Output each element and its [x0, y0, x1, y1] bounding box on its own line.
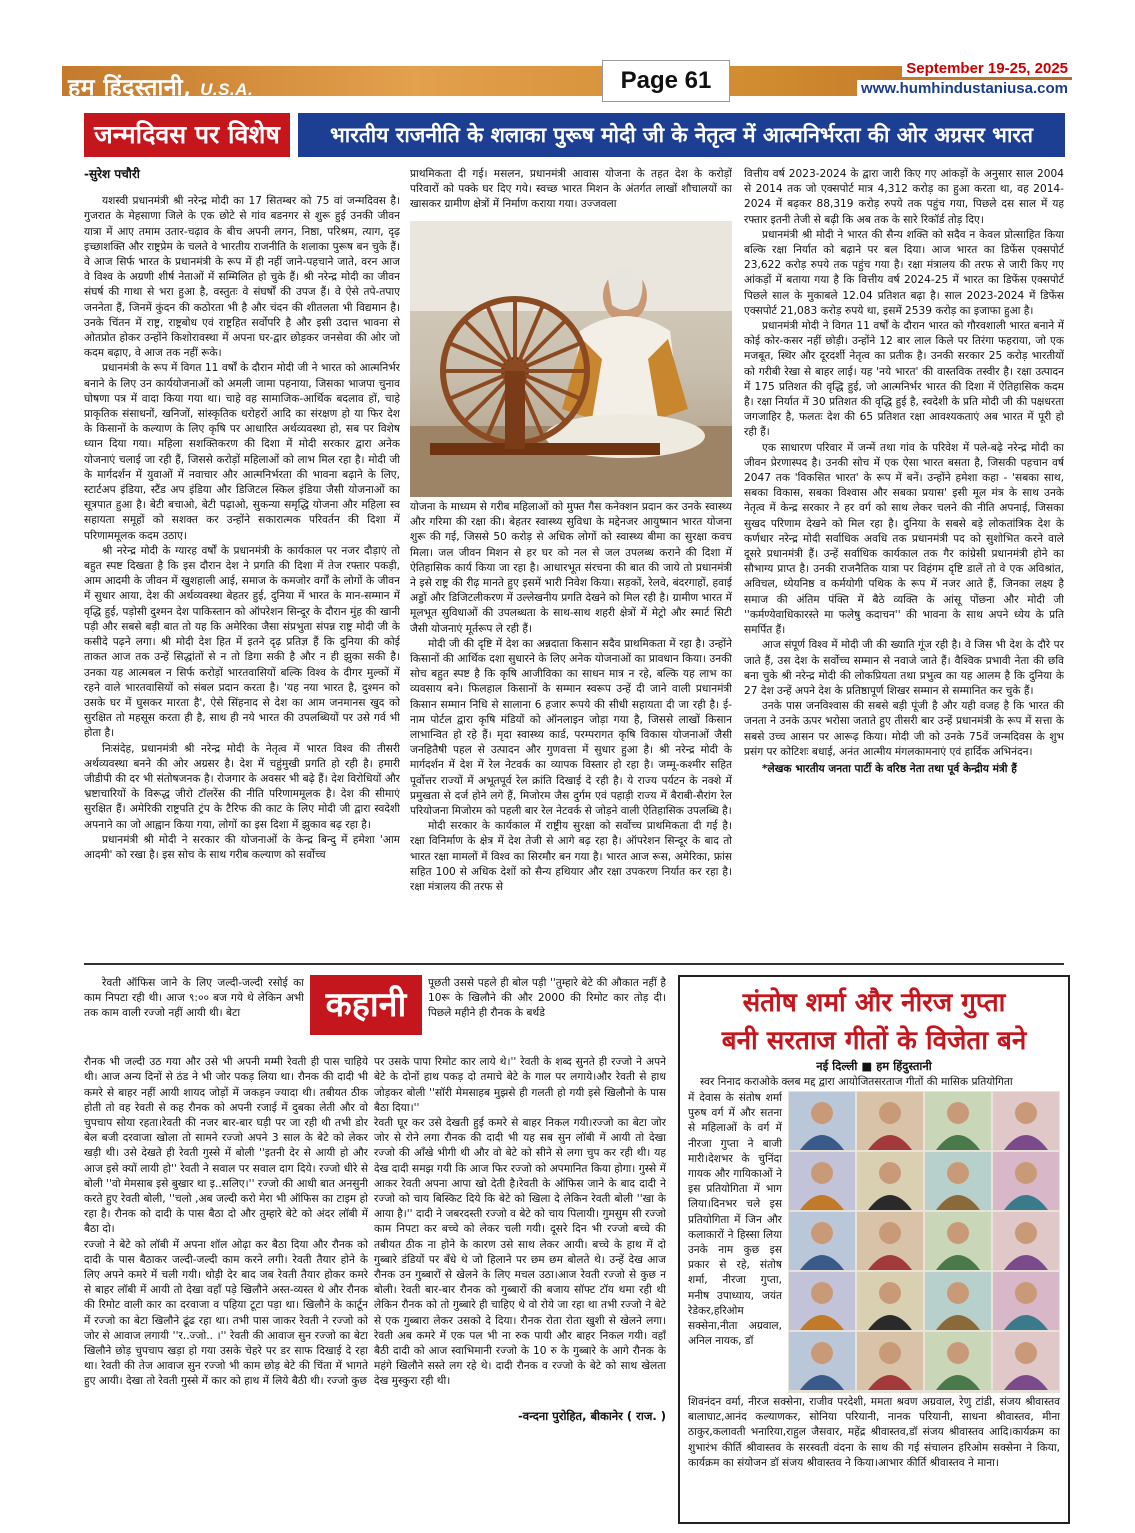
article-paragraph: एक साधारण परिवार में जन्में तथा गांव के परिवेश में पले-बढ़े नरेन्द्र मोदी का जीवन प्रेरणास्पद है। उनकी सोच में एक ऐसा भारत बसता है, जिसकी पहचान वर्ष 2047 तक 'विकसित भारत' के रूप में बनें। उन्होंने हमेशा कहा - 'सबका साथ, सबका विकास, सबका विश्वास और सबका प्रयास' इसी मूल मंत्र के साथ उनके नेतृत्व में केन्द्र सरकार ने हर वर्ग को साथ लेकर चलने की नीति अपनाई, जिसका सुखद परिणाम देखने को मिल रहा है। दुनिया के सबसे बड़े लोकतांत्रिक देश के कर्णधार नरेन्द्र मोदी सर्वाधिक अवधि तक प्रधानमंत्री पद को सुशोभित करने वाले दूसरे प्रधानमंत्री हैं। उन्हें सर्वाधिक कार्यकाल तक गैर कांग्रेसी प्रधानमंत्री होने का सौभाग्य प्राप्त है। उनकी राजनैतिक यात्रा पर विहंगम दृष्टि डालें तो वे एक अविश्रांत, अविचल, ध्येयनिष्ठ व कर्मयोगी पथिक के रूप में नजर आते हैं, जिनका लक्ष्य है समाज की अंतिम पंक्ति में बैठे व्यक्ति के आंसू पोंछना और मोदी जी ''कर्मण्येवाधिकारस्ते मा फलेषु कदाचन'' की भावना के साथ अपने ध्येय के प्रति समर्पित हैं। [744, 441, 1064, 637]
story-section-title: कहानी [310, 975, 422, 1035]
website-link[interactable]: www.humhindustaniusa.com [857, 80, 1072, 97]
article-paragraph: प्राथमिकता दी गई। मसलन, प्रधानमंत्री आवास योजना के तहत देश के करोड़ों परिवारों को पक्के घर दिए गये। स्वच्छ भारत मिशन के अंतर्गत लाखों शौचालयों का खासकर ग्रामीण क्षेत्रों में निर्माण कराया गया। उज्जवला [410, 168, 732, 211]
participant-face [811, 1162, 833, 1184]
article-column-2-bottom [410, 500, 732, 962]
section-divider [84, 963, 1064, 965]
issue-date: September 19-25, 2025 [902, 60, 1072, 77]
participant-face [879, 1162, 901, 1184]
masthead [62, 60, 1072, 100]
article-paragraph: निःसंदेह, प्रधानमंत्री श्री नरेन्द्र मोदी के नेतृत्व में भारत विश्व की तीसरी अर्थव्यवस्था बनने की ओर अग्रसर है। देश में चहुंमुखी प्रगति हो रही है। हमारी जीडीपी की दर भी संतोषजनक है। रोजगार के अवसर भी बढ़े हैं। देश विरोधियों और भ्रष्टाचारियों के विरूद्ध जीरो टॉलरेंस की नीति परिणाममूलक है। देश की सीमाएं सुरक्षित हैं। अमेरिकी राष्ट्रपति ट्रंप के टैरिफ की काट के लिए मोदी जी द्वारा स्वदेशी अपनाने का जो आह्वान किया गया, लोगों का इस दिशा में झुकाव बढ़ रहा है। [84, 742, 400, 831]
article-paragraph: यशस्वी प्रधानमंत्री श्री नरेन्द्र मोदी का 17 सितम्बर को 75 वां जन्मदिवस है। गुजरात के मेहसाणा जिले के एक छोटे से गांव बडनगर से शुरू हुई उनकी जीवन यात्रा में आए तमाम उतार-चढ़ाव के बीच अपनी लगन, निष्ठा, परिश्रम, त्याग, दृढ़ इच्छाशक्ति और राष्ट्रप्रेम के चलते वे भारतीय राजनीति के शलाका पुरूष बन चुके हैं। वे आज सिर्फ भारत के प्रधानमंत्री के रूप में ही नहीं जाने-पहचाने जाते, वरन आज वे विश्व के अग्रणी शीर्ष नेताओं में सम्मिलित हो चुके हैं। श्री नरेन्द्र मोदी का जीवन संघर्ष की गाथा से भरा हुआ है, वस्तुतः वे संघर्षों की उपज हैं। वे ऐसे तपे-तपाए जननेता हैं, जिनमें कुंदन की कठोरता भी है और चंदन की शीतलता भी विद्यमान है। उनके चिंतन में राष्ट्र, राष्ट्रबोध एवं राष्ट्रहित सर्वोपरि है और इसी उदात्त भावना से ओतप्रोत होकर उन्होंने किशोरावस्था में अपना घर-द्वार छोड़कर जनसेवा की ओर जो कदम बढ़ाए, वे आज तक नहीं रूके। [84, 195, 400, 360]
story-paragraph: रौनक भी जल्दी उठ गया और उसे भी अपनी मम्मी रेवती ही पास चाहिये थी। आज अन्य दिनों से ठंड ने भी जोर पकड़ लिया था। रौनक की दादी भी कमरे से बाहर नहीं आयी शायद जोड़ों में जकड़न ज्यादा थी। तबीयत ठीक होती तो वह रेवती से कह रौनक को अपनी रजाई में दुबका लेती और वो चुपचाप सोया रहता।रेवती की नजर बार-बार घड़ी पर जा रही थी तभी डोर बेल बजी दरवाजा खोला तो सामने रज्जो अपने 3 साल के बेटे को लेकर खड़ी थी। उसे देखते ही रेवती गुस्से में बोली ''इतनी देर से आयी हो और आज इसे क्यों लायी हो'' रेवती ने सवाल पर सवाल दाग दिये। रज्जो धीरे से बोली ''वो मेमसाब इसे बुखार था इ..सलिए।'' रज्जो की आधी बात अनसुनी करते हुए रेवती बोली, ''चलो ,अब जल्दी करो मेरा भी ऑफिस का टाइम हो रहा है। रौनक को दादी के पास बैठा दो और तुम्हारे बेटे को अंदर लॉबी में बैठा दो। रज्जो ने बेटे को लॉबी में अपना शॉल ओढ़ा कर बैठा दिया और रौनक को दादी के पास बैठाकर जल्दी-जल्दी काम करने लगी। रेवती तैयार होने के लिए अपने कमरे में चली गयी। थोड़ी देर बाद जब रेवती तैयार होकर कमरे से बाहर लॉबी में आयी तो देखा वहाँ पड़े खिलौने अस्त-व्यस्त थे और रौनक की रिमोट वाली कार का दरवाजा व पहिया टूटा पड़ा था। खिलौने के कार्टून में रज्जो का बेटा खिलौने ढूंढ रहा था। तभी पास जाकर रेवती ने रज्जो को जोर से आवाज लगायी ''र..ज्जो.. ।'' रेवती की आवाज सुन रज्जो का बेटा खिलौने छोड़ चुपचाप खड़ा हो गया उसके चेहरे पर डर साफ दिखाई दे रहा था। रेवती की तेज आवाज सुन रज्जो भी काम छोड़ बेटे की चिंता में भागते हुए आयी। देखा तो रेवती गुस्से में कार को हाथ में लिये बैठी थी। रज्जो कुछ [84, 1056, 368, 1388]
participant-face [1015, 1222, 1037, 1244]
participant-face [1015, 1342, 1037, 1364]
participant-face [947, 1222, 969, 1244]
participant-face [879, 1102, 901, 1124]
participant-face [879, 1282, 901, 1304]
article-paragraph: आज संपूर्ण विश्व में मोदी जी की ख्याति गूंज रही है। वे जिस भी देश के दौरे पर जाते हैं, उस देश के सर्वोच्च सम्मान से नवाजे जाते हैं। वैश्विक प्रभावी नेता की छवि बना चुके श्री नरेन्द्र मोदी की लोकप्रियता तथा प्रभुत्व का यह आलम है कि दुनिया के 27 देश उन्हें अपने देश के प्रतिष्ठापूर्ण शिखर सम्मान से सम्मानित कर चुके हैं। [744, 639, 1064, 697]
story-column-2-top [428, 976, 666, 1038]
article-author: -सुरेश पचौरी [84, 167, 140, 181]
participant-face [947, 1282, 969, 1304]
music-dateline: नई दिल्ली ■ हम हिंदुस्तानी [816, 1059, 932, 1073]
story-column-1 [84, 1040, 368, 1520]
headline-row [84, 113, 1065, 157]
newspaper-title [68, 70, 253, 102]
author-footnote: *लेखक भारतीय जनता पार्टी के वरिष्ठ नेता तथा पूर्व केन्द्रीय मंत्री हैं [762, 762, 1017, 775]
participant-face [811, 1342, 833, 1364]
participant-face [879, 1342, 901, 1364]
page-number-box [602, 60, 730, 102]
article-paragraph: प्रधानमंत्री मोदी ने विगत 11 वर्षों के दौरान भारत को गौरवशाली भारत बनाने में कोई कोर-कसर नहीं छोड़ी। उन्होंने 12 बार लाल किले पर तिरंगा फहराया, जो एक मजबूत, स्थिर और दूरदर्शी नेतृत्व का प्रतीक है। उनकी सरकार 25 करोड़ भारतीयों को गरीबी रेखा से बाहर लाई। यह 'नये भारत' की वास्तविक तस्वीर है। रक्षा उत्पादन में 175 प्रतिशत की वृद्धि हुई, जो आत्मनिर्भर भारत की दिशा में ऐतिहासिक कदम है। रक्षा निर्यात में 30 प्रतिशत की वृद्धि हुई है, स्वदेशी के प्रति मोदी जी की पक्षधरता जगजाहिर है, फलतः देश की 65 प्रतिशत रक्षा आवश्यकताएं अब भारत में पूरी हो रही हैं। [744, 320, 1064, 439]
participants-photo-collage [788, 1091, 1060, 1393]
story-byline: -वन्दना पुरोहित, बीकानेर ( राज. ) [518, 1408, 666, 1423]
article-column-3 [744, 167, 1064, 962]
article-paragraph: मोदी जी की दृष्टि में देश का अन्नदाता किसान सदैव प्राथमिकता में रहा है। उन्होंने किसानों की आर्थिक दशा सुधारने के लिए अनेक योजनाओं का प्रावधान किया। उनकी सोच बहुत स्पष्ट है कि कृषि आजीविका का साधन मात्र न रहे, बल्कि यह लाभ का व्यवसाय बने। फिलहाल किसानों के सम्मान स्वरूप उन्हें दी जाने वाली प्रधानमंत्री किसान सम्मान निधि से सालाना 6 हजार रूपये की सीधी सहायता दी जा रही है। ई-नाम पोर्टल द्वारा कृषि मंडियों को ऑनलाइन जोड़ा गया है, जिससे लाखों किसान लाभान्वित हो रहे हैं। मृदा स्वास्थ्य कार्ड, परम्परागत कृषि विकास योजनाओं जैसी जनहितैषी पहल से उत्पादन और गुणवत्ता में सुधार हुआ है। श्री नरेन्द्र मोदी के मार्गदर्शन में देश में रेल नेटवर्क का व्यापक विस्तार हो रहा है। जम्मू-कश्मीर सहित पूर्वोत्तर राज्यों में अभूतपूर्व रेल क्रांति दिखाई दे रही है। ये राज्य पर्यटन के नक्शे में प्रमुखता से दर्ज होने लगे हैं, मिजोरम जैस दुर्गम एवं पहाड़ी राज्य में बैराबी-सैरांग रेल परियोजना मिजोरम को पहली बार रेल नेटवर्क से जोड़ने वाली ऐतिहासिक उपलब्धि है। [410, 637, 732, 818]
collage-image [788, 1091, 1060, 1393]
headline-tag: जन्मदिवस पर विशेष [84, 113, 290, 157]
music-intro: स्वर निनाद कराओके क्लब मद्द द्वारा आयोजितसरताज गीतों की मासिक प्रतियोगिता [700, 1076, 1013, 1088]
participant-face [1015, 1162, 1037, 1184]
participant-face [811, 1222, 833, 1244]
article-paragraph: श्री नरेन्द्र मोदी के ग्यारह वर्षों के प्रधानमंत्री के कार्यकाल पर नजर दौड़ाएं तो बहुत स्पष्ट दिखता है कि इस दौरान देश ने प्रगति की दिशा में तेज रफ्तार पकड़ी, आम आदमी के जीवन में खुशहाली आई, समाज के कमजोर वर्गों के लोगों के जीवन में सुधार आया, देश की अर्थव्यवस्था बेहतर हुई, दुनिया में भारत के मान-सम्मान में वृद्धि हुई, पड़ोसी दुश्मन देश पाकिस्तान को ऑपरेशन सिन्दूर के दौरान मुंह की खानी पड़ी और सबसे बड़ी बात तो यह कि अमेरिका जैसा संप्रभुता संपन्न राष्ट्र मोदी जी के कसीदे पढ़ने लगा। श्री मोदी देश हित में इतने दृढ़ प्रतिज्ञ हैं कि दुनिया की कोई ताकत आज तक उन्हें सिद्धांतों से न तो डिगा सकी है और न ही झुका सकी है। उनका यह आत्मबल न सिर्फ करोड़ों भारतवासियों बल्कि विश्व के दीगर मुल्कों में रहने वाले भारतवासियों को संबल प्रदान करता है। 'यह नया भारत है, दुश्मन को उसके घर में घुसकर मारता है', ऐसे सिंहनाद से देश का आम जनमानस खुद को सुरक्षित तो महसूस करता ही है, साथ ही नये भारत की उपलब्धियों पर उसे गर्व भी होता है। [84, 544, 400, 740]
participant-face [947, 1162, 969, 1184]
participant-face [947, 1342, 969, 1364]
participant-face [879, 1222, 901, 1244]
participant-face [811, 1102, 833, 1124]
article-paragraph: उनके पास जनविश्वास की सबसे बड़ी पूंजी है और यही वजह है कि भारत की जनता ने उनके ऊपर भरोसा जताते हुए तीसरी बार उन्हें प्रधानमंत्री के रूप में सत्ता के सबसे उच्च आसन पर आरूढ़ किया। मोदी जी को उनके 75वें जन्मदिवस के शुभ प्रसंग पर कोटिशः बधाई, अनंत आत्मीय मंगलकामनाएं एवं हार्दिक अभिनंदन। [744, 700, 1064, 758]
article-column-2-top [410, 167, 732, 219]
article-paragraph: योजना के माध्यम से गरीब महिलाओं को मुफ्त गैस कनेक्शन प्रदान कर उनके स्वास्थ्य और गरिमा की रक्षा की। बेहतर स्वास्थ्य सुविधा के मद्देनजर आयुष्मान भारत योजना शुरू की गई, जिससे 50 करोड़ से अधिक लोगों को स्वास्थ्य बीमा का सुरक्षा कवच मिला। जल जीवन मिशन से हर घर को नल से जल उपलब्ध कराने की दिशा में ऐतिहासिक कार्य किया जा रहा है। आधारभूत संरचना की बात की जाये तो प्रधानमंत्री ने इसे राष्ट्र की रीढ़ मानते हुए इसमें भारी निवेश किया। सड़कों, रेलवे, बंदरगाहों, हवाई अड्डों और डिजिटलीकरण में उल्लेखनीय प्रगति देखने को मिल रही है। ग्रामीण भारत में मूलभूत सुविधाओं की उपलब्धता के साथ-साथ शहरी क्षेत्रों में मेट्रो और स्मार्ट सिटी जैसी योजनाएं मूर्तरूप ले रही हैं। [410, 501, 732, 635]
story-paragraph: पर उसके पापा रिमोट कार लाये थे।'' रेवती के शब्द सुनते ही रज्जो ने अपने बेटे के दोनों हाथ पकड़ दो तमाचे बेटे के गाल पर लगाये।और रेवती से हाथ जोड़कर बोली ''सॉरी मेमसाहब मुझसे ही गलती हो गयी इसे खिलौनो के पास बैठा दिया।'' रेवती घूर कर उसे देखती हुई कमरे से बाहर निकल गयी।रज्जो का बेटा जोर जोर से रोने लगा रौनक की दादी भी यह सब सुन लॉबी में आयी तो देखा रज्जो की आँखे भीगी थी और वो बेटे को सीने से लगा चुप कर रही थी। यह देख दादी समझ गयी कि आज फिर रज्जो को अपमानित किया होगा। गुस्से में आकर रेवती अपना आपा खो देती है।रेवती के ऑफिस जाने के बाद दादी ने रज्जो को चाय बिस्किट दिये कि बेटे को खिला दे लेकिन रेवती बोली ''खा के आया है।'' दादी ने जबरदस्ती रज्जो व बेटे को चाय पिलायी। गुमसुम सी रज्जो काम निपटा कर बच्चे को लेकर चली गयी। दूसरे दिन भी रज्जो बच्चे की तबीयत ठीक ना होने के कारण उसे साथ लेकर आयी। बच्चे के हाथ में दो गुब्बारे डंडियों पर बँधे थे जो हिलाने पर छम छम बोलते थे। उन्हें देख आज रौनक उन गुब्बारों से खेलने के लिए मचल उठा।आज रेवती रज्जो से कुछ न बोली। रेवती बार-बार रौनक को गुब्बारों की बजाय सॉफ्ट टॉय थमा रही थी लेकिन रौनक को तो गुब्बारे ही चाहिए थे वो रोये जा रहा था तभी रज्जो ने बेटे से एक गुब्बारा लेकर उसको दे दिया। रौनक रोता रोता खुशी से खेलने लगा। रेवती अब कमरे में एक पल भी ना रुक पायी और बाहर निकल गयी। वहाँ बैठी दादी को आज स्वाभिमानी रज्जो के 10 रु के गुब्बारे के आगे रौनक के महंगे खिलौने सस्ते लग रहे थे। दादी रौनक व रज्जो के बेटे को साथ खेलता देख मुस्कुरा रही थी। [374, 1056, 666, 1388]
participant-face [947, 1102, 969, 1124]
story-paragraph: पूछती उससे पहले ही बोल पड़ी ''तुम्हारे बेटे की औकात नहीं है 10रू के खिलौने की और 2000 की रिमोट कार तोड़ दी। पिछले महीने ही रौनक के बर्थडे [428, 977, 666, 1020]
participant-face [1015, 1102, 1037, 1124]
modi-charkha-photo [410, 221, 732, 497]
article-paragraph: वित्तीय वर्ष 2023-2024 के द्वारा जारी किए गए आंकड़ों के अनुसार साल 2004 से 2014 तक जो एक्सपोर्ट मात्र 4,312 करोड़ का हुआ करता था, वह 2014-2024 में बढ़कर 88,319 करोड़ रुपये तक पहुंच गया, पिछले दस साल में यह रफ्तार इतनी तेजी से बढ़ी कि अब तक के सारे रिकॉर्ड तोड़ दिए। [744, 168, 1064, 226]
story-column-2 [374, 1040, 666, 1520]
music-headline-line-2: बनी सरताज गीतों के विजेता बने [721, 1026, 1027, 1056]
page-number: Page 61 [620, 67, 712, 94]
article-column-1 [84, 167, 400, 962]
music-body-bottom: शिवनंदन वर्मा, नीरज सक्सेना, राजीव परदेशी, ममता श्रवण अग्रवाल, रेणु टांडी, संजय श्रीवास्तव बालाघाट,आनंद कल्याणकर, सोनिया परियानी, नानक परियानी, साधना श्रीवास्तव, मीना ठाकुर,कलावती भनारिया,राहुल जैसवार, महेंद्र श्रीवास्तव,डॉ संजय श्रीवास्तव आदि।कार्यक्रम का शुभारंभ कीर्ति श्रीवास्तव के सरस्वती वंदना के साथ की गई संचालन हरिओम सक्सेना ने किया, कार्यक्रम का संयोजन डॉ संजय श्रीवास्तव ने किया।आभार कीर्ति श्रीवास्तव ने माना। [688, 1396, 1060, 1469]
headline-title: भारतीय राजनीति के शलाका पुरूष मोदी जी के नेतृत्व में आत्मनिर्भरता की ओर अग्रसर भारत [298, 113, 1065, 157]
music-body-left: में देवास के संतोष शर्मा पुरुष वर्ग में और सतना से महिलाओं के वर्ग में नीरजा गुप्ता ने बाजी मारी।देशभर के चुनिंदा गायक और गायिकाओं ने इस प्रतियोगिता में भाग लिया।दिनभर चले इस प्रतियोगिता में जिन और कलाकारों ने हिस्सा लिया उनके नाम कुछ इस प्रकार से रहे, संतोष शर्मा, नीरजा गुप्ता, मनीष उपाध्याय, जयंत रेडेकर,हरिओम सक्सेना,नीता अग्रवाल, अनिल नायक, डॉ [688, 1092, 782, 1348]
story-paragraph: रेवती ऑफिस जाने के लिए जल्दी-जल्दी रसोई का काम निपटा रही थी। आज ९:०० बज गये थे लेकिन अभी तक काम वाली रज्जो नहीं आयी थी। बेटा [84, 977, 304, 1020]
article-paragraph: प्रधानमंत्री श्री मोदी ने सरकार की योजनाओं के केन्द्र बिन्दु में हमेशा 'आम आदमी' को रखा है। इस सोच के साथ गरीब कल्याण को सर्वोच्च [84, 833, 400, 861]
story-column-1-top [84, 976, 304, 1038]
article-paragraph: प्रधानमंत्री श्री मोदी ने भारत की सैन्य शक्ति को सदैव न केवल प्रोत्साहित किया बल्कि रक्षा निर्यात को बढ़ाने पर बल दिया। आज भारत का डिफेंस एक्सपोर्ट 23,622 करोड़ रुपये तक पहुंच गया है। रक्षा मंत्रालय की तरफ से जारी किए गए आंकड़ों में बताया गया है कि वित्तीय वर्ष 2024-25 में भारत का डिफेंस एक्सपोर्ट पिछले साल के मुकाबले 12.04 प्रतिशत बढ़ा है। साल 2023-2024 में डिफेंस एक्सपोर्ट 21,083 करोड़ रुपये था, इसमें 2539 करोड़ का इजाफा हुआ है। [744, 228, 1064, 317]
newspaper-name: हम हिंदुस्तानी, [68, 74, 192, 101]
article-photo [410, 221, 732, 497]
music-headline-line-1: संतोष शर्मा और नीरज गुप्ता [742, 988, 1006, 1018]
participant-face [811, 1282, 833, 1304]
article-paragraph: प्रधानमंत्री के रूप में विगत 11 वर्षों के दौरान मोदी जी ने भारत को आत्मनिर्भर बनाने के लिए उन कार्ययोजनाओं को अमली जामा पहनाया, जिसका भाजपा चुनाव घोषणा पत्र में वादा किया गया था। चाहे वह सामाजिक-आर्थिक बदलाव हों, चाहे प्राकृतिक संसाधनों, खनिजों, सांस्कृतिक धरोहरों आदि का संरक्षण हो या फिर देश के किसानों के कल्याण के लिए कृषि पर आधारित अर्थव्यवस्था हो, सब पर विशेष ध्यान दिया गया। महिला सशक्तिकरण की दिशा में मोदी सरकार द्वारा अनेक योजनाएं चलाई जा रही हैं, जिससे करोड़ों महिलाओं को लाभ मिल रहा है। मोदी जी के मार्गदर्शन में युवाओं में नवाचार और आत्मनिर्भरता की भावना बढ़ाने के लिए, स्टार्टअप इंडिया, स्टैंड अप इंडिया और डिजिटल स्किल इंडिया जैसी योजनाओं का सूत्रपात हुआ है। बेटी बचाओ, बेटी पढ़ाओ, सुकन्या समृद्धि योजना और महिला स्व सहायता समूहों को सशक्त कर उन्होंने सकारात्मक परिवर्तन की दिशा में परिणाममूलक कदम उठाए। [84, 362, 400, 542]
music-news-box [678, 975, 1070, 1524]
newspaper-edition: U.S.A. [200, 80, 254, 99]
article-paragraph: मोदी सरकार के कार्यकाल में राष्ट्रीय सुरक्षा को सर्वोच्च प्राथमिकता दी गई है। रक्षा विनिर्माण के क्षेत्र में देश तेजी से आगे बढ़ रहा है। ऑपरेशन सिन्दूर के बाद तो भारत रक्षा मामलों में विश्व का सिरमौर बन गया है। भारत आज रूस, अमेरिका, फ्रांस सहित 100 से अधिक देशों को सैन्य हथियार और रक्षा उपकरण निर्यात कर रहा है। रक्षा मंत्रालय की तरफ से [410, 820, 732, 894]
participant-face [1015, 1282, 1037, 1304]
